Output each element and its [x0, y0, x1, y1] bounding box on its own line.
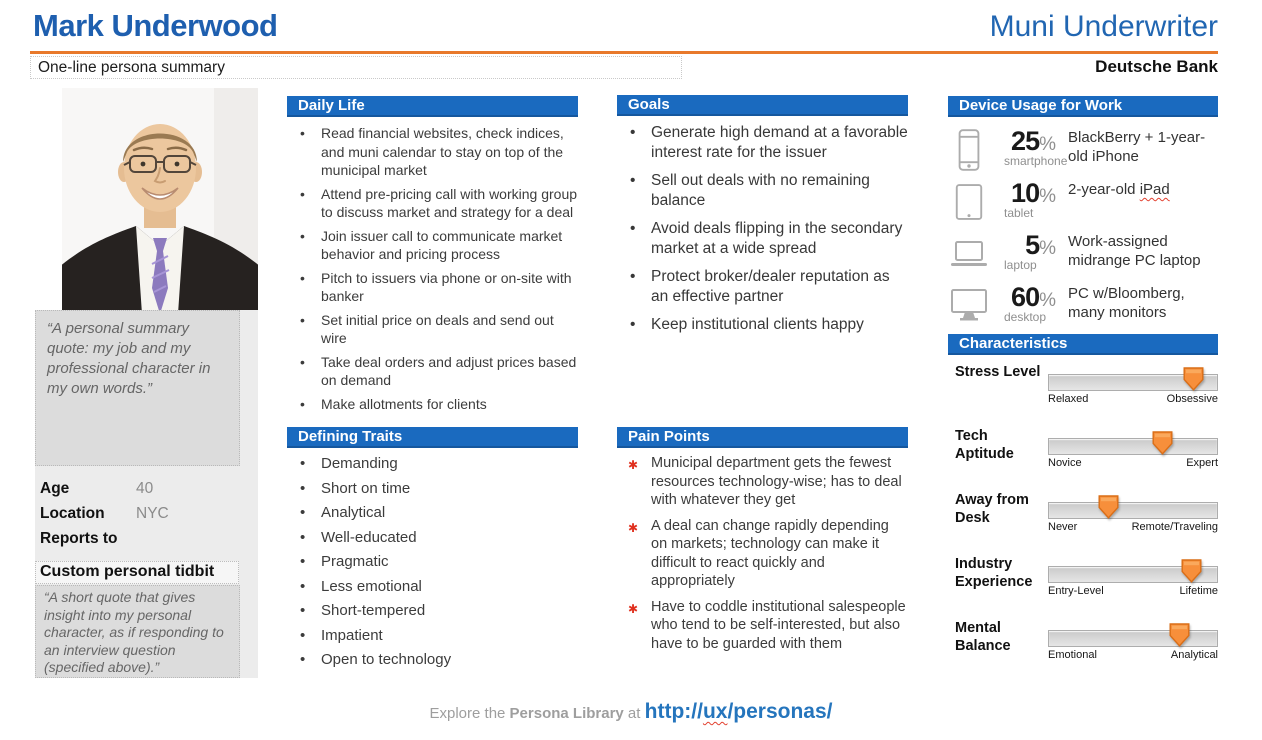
slider-marker[interactable]: [1181, 559, 1202, 583]
bullet-icon: •: [630, 172, 636, 189]
bullet-icon: •: [300, 311, 305, 328]
list-item: [617, 315, 908, 335]
bullet-icon: •: [300, 227, 305, 244]
characteristic-label: Away from Desk: [955, 492, 1029, 526]
item-text: A deal can change rapidly depending on markets; technology can make it difficult to react quickly and appropriately: [651, 517, 889, 589]
slider-right-label: Analytical: [1170, 649, 1218, 661]
persona-summary-text: One-line persona summary: [38, 59, 225, 76]
pain-points-section: [617, 427, 908, 660]
percent-sign: %: [1039, 186, 1056, 207]
device-type-label: laptop: [1004, 258, 1037, 272]
slider-marker[interactable]: [1152, 431, 1173, 455]
device-percent: [990, 230, 1056, 272]
list-item: [287, 311, 578, 348]
daily-life-list: [287, 124, 578, 413]
slider: [1048, 630, 1218, 661]
item-text: Analytical: [321, 504, 386, 521]
device-list: [948, 126, 1218, 328]
characteristic-label: Mental Balance: [955, 620, 1011, 654]
item-text: Avoid deals flipping in the secondary market at a wide spread: [651, 220, 903, 257]
footer-url[interactable]: http://ux/personas/: [644, 700, 833, 723]
device-description: PC w/Bloomberg, many monitors: [1068, 285, 1185, 321]
percent-value: 60: [1011, 282, 1040, 312]
slider-right-label: Remote/Traveling: [1131, 521, 1218, 533]
bullet-icon: •: [300, 504, 306, 521]
list-item: [287, 577, 578, 596]
slider-track[interactable]: [1048, 630, 1218, 647]
item-text: Keep institutional clients happy: [651, 316, 864, 333]
list-item: [287, 503, 578, 522]
device-usage-section: [948, 96, 1218, 334]
device-usage-header: Device Usage for Work: [948, 96, 1218, 117]
bullet-icon: •: [300, 553, 306, 570]
laptop-icon: [948, 230, 990, 271]
bullet-icon: •: [300, 269, 305, 286]
slider: [1048, 438, 1218, 469]
tidbit-title: Custom personal tidbit: [35, 561, 239, 584]
bullet-icon: •: [630, 220, 636, 237]
profile-detail-row: [40, 505, 250, 530]
list-item: [287, 269, 578, 306]
item-text: Have to coddle institutional salespeople who tend to be self-interested, but also have to be guarded with them: [651, 598, 906, 652]
pain-points-list: [617, 454, 908, 653]
percent-value: 5: [1025, 230, 1040, 260]
footer-library-label: Persona Library: [509, 705, 624, 722]
footer: [0, 700, 1262, 724]
slider-right-label: Lifetime: [1179, 585, 1218, 597]
percent-value: 10: [1011, 178, 1040, 208]
smartphone-icon: [948, 126, 990, 173]
item-text: Well-educated: [321, 528, 417, 546]
characteristic-label: Industry Experience: [955, 556, 1033, 590]
profile-details: [40, 480, 250, 555]
persona-name: Mark Underwood: [33, 8, 278, 43]
device-type-label: desktop: [1004, 310, 1047, 324]
tidbit-quote-box[interactable]: “A short quote that gives insight into my personal character, as if responding to an interview question (specified above).”: [35, 585, 240, 678]
list-item: [287, 395, 578, 414]
characteristic-row: [948, 619, 1218, 660]
slider: [1048, 566, 1218, 597]
device-percent: [990, 178, 1056, 220]
list-item: [617, 454, 908, 510]
persona-role: Muni Underwriter: [989, 10, 1218, 43]
bullet-icon: •: [300, 185, 305, 202]
list-item: [617, 517, 908, 591]
bullet-icon: •: [300, 353, 305, 370]
company-name: Deutsche Bank: [1095, 57, 1218, 76]
list-item: [617, 171, 908, 211]
item-text: Pragmatic: [321, 553, 389, 570]
profile-detail-row: [40, 530, 250, 555]
goals-section: [617, 95, 908, 343]
detail-label: Location: [40, 505, 105, 522]
header-divider: [30, 51, 1218, 54]
tablet-icon: [948, 178, 990, 225]
pain-points-header: Pain Points: [617, 427, 908, 448]
characteristic-row: [948, 427, 1218, 468]
percent-value: 25: [1011, 126, 1040, 156]
slider-left-label: Entry-Level: [1048, 585, 1104, 597]
item-text: Demanding: [321, 455, 398, 472]
list-item: [287, 528, 578, 547]
device-row: [948, 126, 1218, 172]
detail-value: NYC: [136, 505, 169, 522]
device-row: [948, 230, 1218, 276]
list-item: [287, 552, 578, 571]
characteristic-row: [948, 491, 1218, 532]
footer-at-text: at: [623, 705, 645, 722]
item-text: Set initial price on deals and send out wire: [321, 311, 554, 346]
defining-traits-section: [287, 427, 578, 675]
bullet-icon: •: [300, 528, 306, 546]
detail-label: Reports to: [40, 530, 118, 547]
characteristic-row: [948, 363, 1218, 404]
item-text: Protect broker/dealer reputation as an effective partner: [651, 268, 890, 305]
list-item: [617, 123, 908, 163]
device-type-label: smartphone: [1004, 154, 1068, 168]
slider-track[interactable]: [1048, 438, 1218, 455]
item-text: Generate high demand at a favorable interest rate for the issuer: [651, 124, 908, 161]
characteristic-label: Stress Level: [955, 364, 1041, 380]
detail-value: 40: [136, 480, 154, 497]
item-text: Open to technology: [321, 651, 452, 668]
bullet-icon: •: [630, 268, 636, 285]
persona-photo: [62, 88, 258, 310]
bullet-icon: •: [300, 577, 306, 595]
list-item: [287, 650, 578, 669]
characteristics-header: Characteristics: [948, 334, 1218, 355]
pain-asterisk-icon: ✱: [628, 601, 639, 616]
list-item: [287, 124, 578, 180]
list-item: [287, 601, 578, 620]
summary-quote-box[interactable]: “A personal summary quote: my job and my professional character in my own words.”: [35, 310, 240, 466]
profile-detail-row: [40, 480, 250, 505]
item-text: Take deal orders and adjust prices based on demand: [321, 353, 577, 388]
slider-left-label: Relaxed: [1048, 393, 1089, 405]
percent-sign: %: [1039, 134, 1056, 155]
daily-life-section: [287, 96, 578, 418]
item-text: Less emotional: [321, 577, 422, 595]
slider: [1048, 502, 1218, 533]
bullet-icon: •: [630, 316, 636, 333]
slider-marker[interactable]: [1098, 495, 1119, 519]
headshot-illustration: [62, 88, 258, 310]
slider: [1048, 374, 1218, 405]
bullet-icon: •: [300, 125, 305, 141]
slider-left-label: Never: [1048, 521, 1078, 533]
pain-asterisk-icon: ✱: [628, 458, 639, 472]
device-type-label: tablet: [1004, 206, 1034, 220]
percent-sign: %: [1039, 290, 1056, 311]
slider-left-label: Emotional: [1048, 649, 1097, 661]
slider-marker[interactable]: [1183, 367, 1204, 391]
slider-marker[interactable]: [1169, 623, 1190, 647]
device-description: 2-year-old iPad: [1068, 181, 1170, 198]
list-item: [287, 227, 578, 264]
bullet-icon: •: [300, 602, 306, 619]
list-item: [287, 454, 578, 473]
device-row: [948, 282, 1218, 328]
characteristic-label: Tech Aptitude: [955, 428, 1014, 462]
list-item: [617, 598, 908, 654]
slider-right-label: Obsessive: [1166, 393, 1218, 405]
desktop-icon: [948, 282, 990, 323]
daily-life-header: Daily Life: [287, 96, 578, 117]
bullet-icon: •: [300, 455, 306, 472]
item-text: Make allotments for clients: [321, 395, 487, 412]
item-text: Sell out deals with no remaining balance: [651, 172, 870, 209]
item-text: Short on time: [321, 479, 411, 497]
bullet-icon: •: [630, 124, 636, 141]
device-description: BlackBerry + 1-year-old iPhone: [1068, 129, 1206, 165]
item-text: Impatient: [321, 626, 383, 644]
device-description: Work-assigned midrange PC laptop: [1068, 233, 1201, 269]
goals-header: Goals: [617, 95, 908, 116]
slider-track[interactable]: [1048, 502, 1218, 519]
persona-summary-field[interactable]: [30, 56, 682, 79]
item-text: Attend pre-pricing call with working group to discuss market and strategy for a deal: [321, 185, 578, 220]
list-item: [287, 353, 578, 390]
device-percent: [990, 126, 1068, 168]
item-text: Municipal department gets the fewest resources technology-wise; has to deal with whatever they get: [651, 455, 902, 508]
list-item: [287, 626, 578, 645]
item-text: Short-tempered: [321, 602, 426, 619]
item-text: Pitch to issuers via phone or on-site with banker: [321, 269, 572, 304]
list-item: [287, 185, 578, 222]
characteristic-row: [948, 555, 1218, 596]
defining-traits-list: [287, 454, 578, 669]
characteristics-section: [948, 334, 1218, 683]
list-item: [287, 479, 578, 498]
item-text: Read financial websites, check indices, and muni calendar to stay on top of the municipal market: [321, 125, 564, 178]
slider-right-label: Expert: [1186, 457, 1218, 469]
defining-traits-header: Defining Traits: [287, 427, 578, 448]
list-item: [617, 267, 908, 307]
pain-asterisk-icon: ✱: [628, 520, 639, 535]
bullet-icon: •: [300, 395, 305, 412]
bullet-icon: •: [300, 626, 306, 644]
characteristics-sliders: [948, 363, 1218, 660]
list-item: [617, 219, 908, 259]
item-text: Join issuer call to communicate market behavior and pricing process: [321, 227, 563, 262]
slider-left-label: Novice: [1048, 457, 1082, 469]
device-percent: [990, 282, 1056, 324]
percent-sign: %: [1039, 238, 1056, 259]
footer-text: Explore the: [429, 705, 510, 722]
bullet-icon: •: [300, 479, 306, 497]
goals-list: [617, 123, 908, 335]
device-row: [948, 178, 1218, 224]
detail-label: Age: [40, 480, 70, 497]
bullet-icon: •: [300, 651, 306, 668]
